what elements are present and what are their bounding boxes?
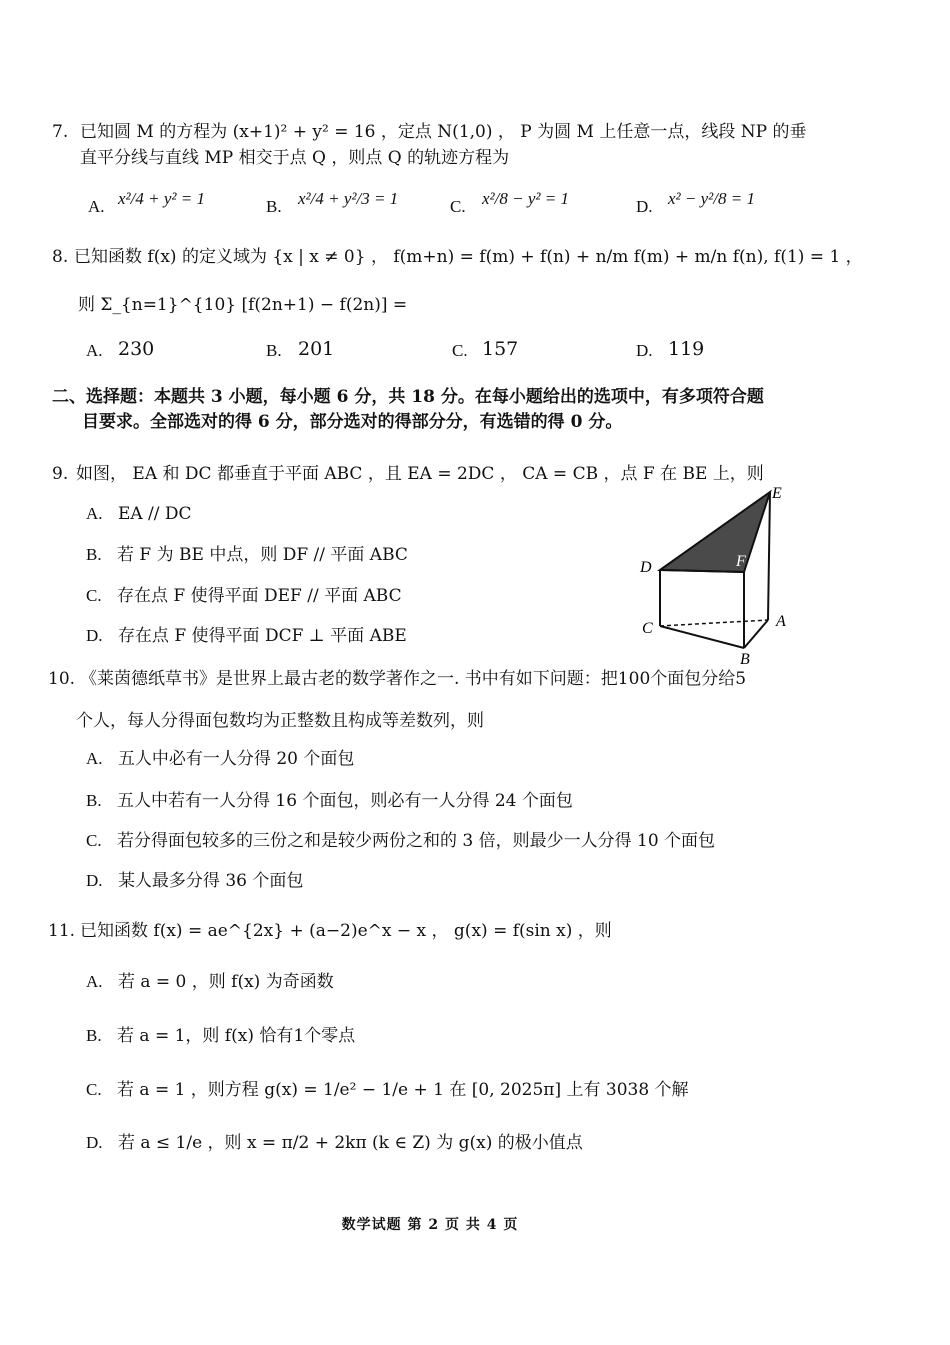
- q9-label-f: F: [736, 553, 746, 570]
- q9-option-a-text: EA // DC: [117, 504, 192, 524]
- q11-option-b: [86, 1025, 355, 1047]
- q11-option-c-label: C.: [86, 1080, 102, 1099]
- q7-number: 7.: [52, 122, 69, 142]
- q10-option-b-text: 五人中若有一人分得 16 个面包，则必有一人分得 24 个面包: [117, 791, 573, 811]
- q9-option-c-text: 存在点 F 使得平面 DEF // 平面 ABC: [117, 586, 402, 606]
- q10-option-d: [86, 870, 303, 892]
- q9-shaded-triangle-def: [660, 492, 770, 572]
- q7-option-d-text: x² − y²/8 = 1: [668, 189, 755, 208]
- q9-label-b: B: [740, 651, 750, 668]
- q10-option-b: [86, 790, 573, 812]
- q9-option-b-text: 若 F 为 BE 中点，则 DF // 平面 ABC: [117, 545, 408, 565]
- q9-number: 9.: [52, 464, 69, 484]
- q9-label-e: E: [772, 485, 782, 502]
- q7-stem-line1: [80, 121, 806, 143]
- q10-option-a-text: 五人中必有一人分得 20 个面包: [117, 749, 355, 769]
- q8-option-b-text: 201: [298, 338, 335, 360]
- q9-option-b: [86, 544, 408, 566]
- q10-option-d-label: D.: [86, 871, 103, 890]
- q8-number: 8.: [52, 247, 69, 267]
- q9-option-c: [86, 585, 402, 607]
- q11-number: 11.: [48, 921, 76, 941]
- q7-option-a-label: A.: [88, 197, 105, 216]
- q11-option-a-label: A.: [86, 972, 103, 991]
- q10-option-a: [86, 748, 354, 770]
- q8-option-c-label: C.: [452, 341, 468, 360]
- q9-label-d: D: [640, 559, 652, 576]
- q9-edge-ba: [744, 620, 768, 648]
- q9-stem: 如图， EA 和 DC 都垂直于平面 ABC ，且 EA = 2DC ， CA = CB ，点 F 在 BE 上，则: [76, 464, 764, 484]
- q8-option-d-label: D.: [636, 341, 653, 360]
- q9-option-d: [86, 625, 407, 647]
- q7-stem-text-1: 已知圆 M 的方程为 (x+1)² + y² = 16 ，定点 N(1,0) ， P 为圆 M 上任意一点，线段 NP 的垂: [80, 122, 807, 142]
- q9-label-c: C: [642, 620, 653, 637]
- q8-option-d-text: 119: [668, 338, 705, 360]
- q10-stem-line1: 《莱茵德纸草书》是世界上最古老的数学著作之一. 书中有如下问题：把100个面包分给5: [80, 669, 747, 689]
- q7-option-b-text: x²/4 + y²/3 = 1: [298, 189, 399, 208]
- q8-stem-line1: 已知函数 f(x) 的定义域为 {x | x ≠ 0} ， f(m+n) = f(m) + f(n) + n/m f(m) + m/n f(n), f(1) = 1 ，: [74, 247, 863, 267]
- q10-option-b-label: B.: [86, 791, 102, 810]
- q7-option-c-label: C.: [450, 197, 466, 216]
- q8-option-b-label: B.: [266, 341, 282, 360]
- q10-stem-line2: 个人，每人分得面包数均为正整数且构成等差数列，则: [76, 711, 484, 731]
- q10-option-c-text: 若分得面包较多的三份之和是较少两份之和的 3 倍，则最少一人分得 10 个面包: [117, 831, 716, 851]
- q9-option-d-label: D.: [86, 626, 103, 645]
- q9-edge-cb: [660, 626, 744, 648]
- q9-edge-ea: [768, 492, 770, 620]
- q10-number: 10.: [48, 669, 76, 689]
- q8-stem-line2: 则 Σ_{n=1}^{10} [f(2n+1) − f(2n)] =: [78, 295, 408, 315]
- q8-options: [86, 338, 806, 362]
- q9-option-a: [86, 503, 192, 525]
- q7-option-b-label: B.: [266, 197, 282, 216]
- q11-option-d-text: 若 a ≤ 1/e ，则 x = π/2 + 2kπ (k ∈ Z) 为 g(x) 的极小值点: [117, 1133, 583, 1153]
- q11-option-d-label: D.: [86, 1133, 103, 1152]
- q9-option-c-label: C.: [86, 586, 102, 605]
- q10-option-c-label: C.: [86, 831, 102, 850]
- q7-option-a-text: x²/4 + y² = 1: [118, 189, 205, 208]
- q8-option-c-text: 157: [482, 338, 519, 360]
- q11-option-a-text: 若 a = 0 ，则 f(x) 为奇函数: [117, 972, 334, 992]
- q11-option-b-label: B.: [86, 1026, 102, 1045]
- q9-label-a: A: [776, 613, 786, 630]
- q8-option-a-text: 230: [118, 338, 155, 360]
- q11-option-a: [86, 971, 334, 993]
- section2-heading-line1: 二、选择题：本题共 3 小题，每小题 6 分，共 18 分。在每小题给出的选项中，有多项符合题: [52, 387, 764, 407]
- q9-option-d-text: 存在点 F 使得平面 DCF ⊥ 平面 ABE: [117, 626, 407, 646]
- q9-edge-ca-dashed: [660, 620, 768, 626]
- q7-option-c-text: x²/8 − y² = 1: [482, 189, 569, 208]
- q10-option-d-text: 某人最多分得 36 个面包: [117, 871, 304, 891]
- q8-option-a-label: A.: [86, 341, 103, 360]
- q7-option-d-label: D.: [636, 197, 653, 216]
- section2-heading-line2: 目要求。全部选对的得 6 分，部分选对的得部分分，有选错的得 0 分。: [82, 412, 623, 432]
- q10-option-c: [86, 830, 715, 852]
- q11-option-c: [86, 1079, 689, 1101]
- q11-option-d: [86, 1132, 583, 1154]
- q9-option-a-label: A.: [86, 504, 103, 523]
- q7-stem-line2: 直平分线与直线 MP 相交于点 Q ，则点 Q 的轨迹方程为: [80, 148, 510, 168]
- q10-option-a-label: A.: [86, 749, 103, 768]
- q11-stem: 已知函数 f(x) = ae^{2x} + (a−2)e^x − x ， g(x) = f(sin x) ，则: [80, 921, 612, 941]
- q11-option-b-text: 若 a = 1，则 f(x) 恰有1个零点: [117, 1026, 356, 1046]
- q9-option-b-label: B.: [86, 545, 102, 564]
- page-footer: 数学试题 第 2 页 共 4 页: [341, 1217, 519, 1233]
- q9-prism-figure: [630, 480, 800, 670]
- q11-option-c-text: 若 a = 1 ，则方程 g(x) = 1/e² − 1/e + 1 在 [0, 2025π] 上有 3038 个解: [117, 1080, 689, 1100]
